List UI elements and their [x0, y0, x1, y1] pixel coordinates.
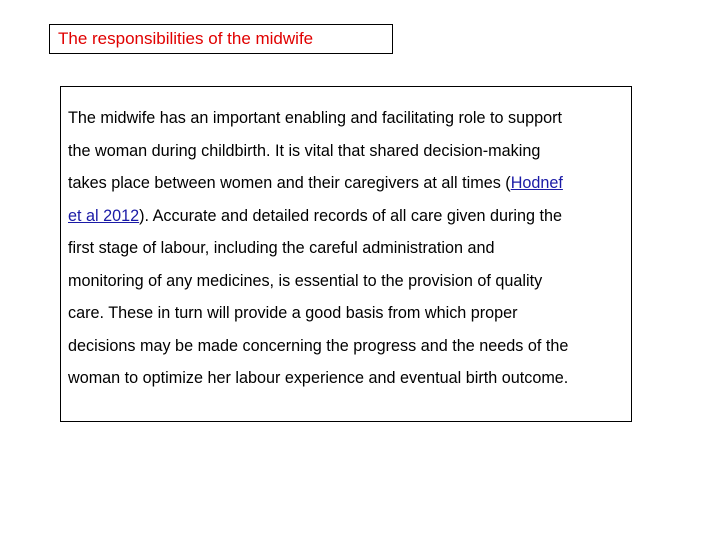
reference-link-part-1[interactable]: Hodnef — [510, 174, 563, 192]
body-line-9: woman to optimize her labour experience and eventual birth outcome. — [68, 369, 569, 387]
body-line-4: ). Accurate and detailed records of all care given during the — [139, 206, 563, 225]
body-paragraph — [68, 102, 631, 395]
body-line-2: the woman during childbirth. It is vital that shared decision-making — [68, 141, 541, 160]
body-line-6: monitoring of any medicines, is essential to the provision of quality — [68, 271, 543, 290]
body-line-3: takes place between women and their caregivers at all times ( — [68, 174, 511, 192]
slide-title — [49, 24, 393, 54]
body-line-8: decisions may be made concerning the progress and the needs of the — [68, 336, 569, 355]
reference-link-part-2[interactable]: et al 2012 — [68, 206, 140, 225]
body-text-box — [60, 86, 632, 422]
body-line-7: care. These in turn will provide a good basis from which proper — [68, 304, 518, 322]
slide-title-text: The responsibilities of the midwife — [58, 29, 314, 48]
body-line-5: first stage of labour, including the careful administration and — [68, 239, 495, 257]
body-line-1: The midwife has an important enabling and facilitating role to support — [68, 109, 563, 127]
